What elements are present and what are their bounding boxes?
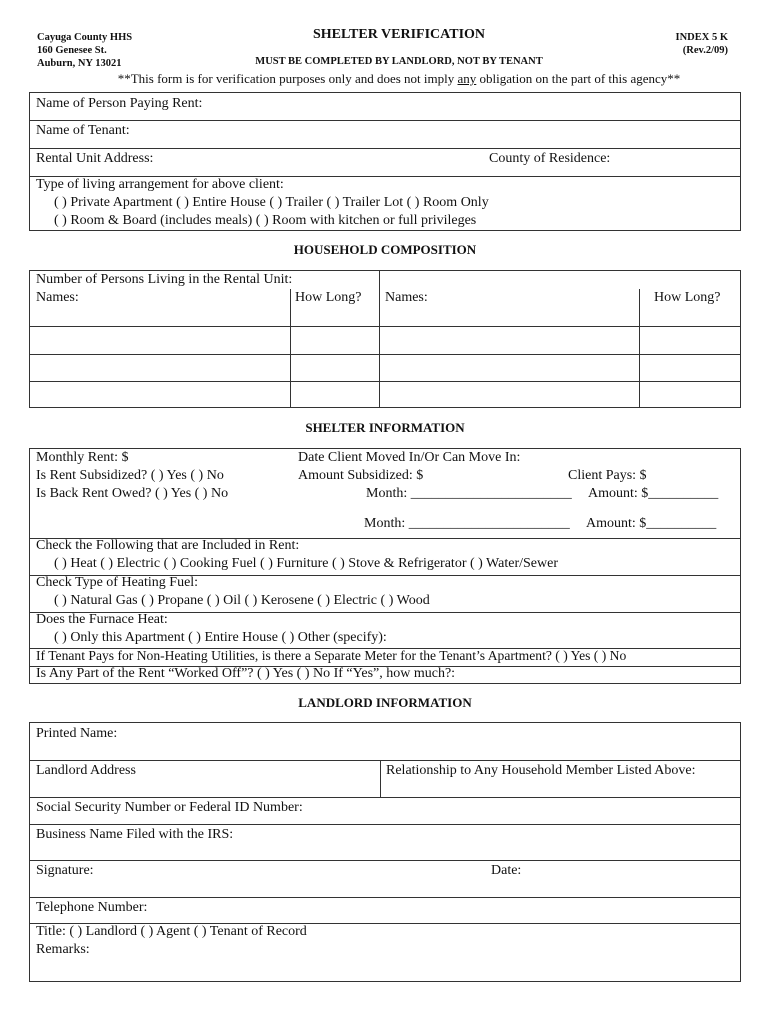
- included-label: Check the Following that are Included in Rent:: [36, 538, 300, 553]
- signature-row[interactable]: [30, 860, 740, 898]
- agency-name: Cayuga County HHS: [37, 32, 133, 43]
- date-moved-label: Date Client Moved In/Or Can Move In:: [298, 450, 521, 465]
- furnace-label: Does the Furnace Heat:: [36, 612, 168, 627]
- landlord-section-title: LANDLORD INFORMATION: [298, 695, 472, 710]
- telephone-row[interactable]: [30, 897, 740, 924]
- relationship-label: Relationship to Any Household Member Listed Above:: [386, 763, 696, 778]
- living-label: Type of living arrangement for above client:: [36, 177, 284, 192]
- furnace-options[interactable]: ( ) Only this Apartment ( ) Entire House ( ) Other (specify):: [54, 630, 387, 645]
- included-options[interactable]: ( ) Heat ( ) Electric ( ) Cooking Fuel ( ) Furniture ( ) Stove & Refrigerator ( ) Water/Sewer: [54, 556, 558, 571]
- business-name-row[interactable]: [30, 824, 740, 861]
- furnace-row[interactable]: [30, 612, 740, 649]
- back-rent-question[interactable]: Is Back Rent Owed? ( ) Yes ( ) No: [36, 486, 229, 501]
- tenant-label: Name of Tenant:: [36, 123, 130, 138]
- county-label: County of Residence:: [489, 151, 611, 166]
- household-row-line: [30, 381, 740, 382]
- shelter-info-box: [29, 448, 741, 684]
- disclaimer-note: [0, 71, 770, 87]
- ssn-row[interactable]: [30, 797, 740, 825]
- back-rent-amount-1[interactable]: Amount: $__________: [588, 486, 719, 501]
- monthly-rent-label: Monthly Rent: $: [36, 450, 129, 465]
- landlord-address-row[interactable]: [30, 760, 740, 798]
- payer-label: Name of Person Paying Rent:: [36, 96, 203, 111]
- agency-city: Auburn, NY 13021: [37, 58, 122, 69]
- note-text-after: obligation on the part of this agency**: [476, 71, 681, 86]
- household-row-line: [30, 326, 740, 327]
- household-section-title: HOUSEHOLD COMPOSITION: [293, 242, 477, 257]
- meter-question[interactable]: If Tenant Pays for Non-Heating Utilities, is there a Separate Meter for the Tenant’s Apartment? ( ) Yes ( ) No: [36, 648, 627, 663]
- note-text-before: **This form is for verification purposes only and does not imply: [117, 71, 458, 86]
- living-options-1[interactable]: ( ) Private Apartment ( ) Entire House ( ) Trailer ( ) Trailer Lot ( ) Room Only: [54, 195, 489, 210]
- address-divider: [380, 760, 381, 797]
- remarks-label: Remarks:: [36, 942, 90, 957]
- how-long-header-left: How Long?: [295, 290, 362, 305]
- how-long-header-right: How Long?: [654, 290, 721, 305]
- form-title: SHELTER VERIFICATION: [312, 27, 486, 42]
- business-name-label: Business Name Filed with the IRS:: [36, 827, 234, 842]
- address-row[interactable]: [30, 148, 740, 177]
- form-subtitle: MUST BE COMPLETED BY LANDLORD, NOT BY TENANT: [255, 56, 543, 67]
- back-rent-amount-2[interactable]: Amount: $__________: [586, 516, 717, 531]
- client-pays-label: Client Pays: $: [568, 468, 647, 483]
- rent-block[interactable]: [30, 449, 740, 539]
- heating-fuel-row[interactable]: [30, 575, 740, 613]
- form-index: [675, 31, 728, 57]
- subsidized-question[interactable]: Is Rent Subsidized? ( ) Yes ( ) No: [36, 468, 224, 483]
- how-long-divider-right: [639, 289, 640, 407]
- persons-count-label: Number of Persons Living in the Rental Unit:: [36, 272, 293, 287]
- back-rent-month-1[interactable]: Month: _______________________: [366, 486, 572, 501]
- names-header-right: Names:: [385, 290, 428, 305]
- worked-off-question[interactable]: Is Any Part of the Rent “Worked Off”? ( ) Yes ( ) No If “Yes”, how much?:: [36, 666, 456, 681]
- signature-label: Signature:: [36, 863, 94, 878]
- names-header-left: Names:: [36, 290, 79, 305]
- tenant-row[interactable]: [30, 120, 740, 149]
- landlord-address-label: Landlord Address: [36, 763, 136, 778]
- printed-name-row[interactable]: [30, 723, 740, 761]
- meter-row[interactable]: [30, 648, 740, 667]
- payer-row[interactable]: [30, 93, 740, 121]
- heating-options[interactable]: ( ) Natural Gas ( ) Propane ( ) Oil ( ) Kerosene ( ) Electric ( ) Wood: [54, 593, 430, 608]
- back-rent-month-2[interactable]: Month: _______________________: [364, 516, 570, 531]
- landlord-info-box: [29, 722, 741, 982]
- date-label: Date:: [491, 863, 522, 878]
- living-arrangement-row[interactable]: [30, 176, 740, 232]
- included-in-rent-row[interactable]: [30, 538, 740, 576]
- telephone-label: Telephone Number:: [36, 900, 148, 915]
- printed-name-label: Printed Name:: [36, 726, 118, 741]
- index-code: INDEX 5 K: [675, 32, 728, 43]
- household-row-line: [30, 354, 740, 355]
- title-remarks-row[interactable]: [30, 923, 740, 983]
- agency-street: 160 Genesee St.: [37, 45, 107, 56]
- household-table: [29, 270, 741, 408]
- title-options[interactable]: Title: ( ) Landlord ( ) Agent ( ) Tenant of Record: [36, 924, 307, 939]
- living-options-2[interactable]: ( ) Room & Board (includes meals) ( ) Room with kitchen or full privileges: [54, 213, 477, 228]
- household-divider: [379, 271, 380, 407]
- worked-off-row[interactable]: [30, 666, 740, 685]
- heating-label: Check Type of Heating Fuel:: [36, 575, 199, 590]
- ssn-label: Social Security Number or Federal ID Number:: [36, 800, 303, 815]
- amount-subsidized-label: Amount Subsidized: $: [298, 468, 424, 483]
- how-long-divider-left: [290, 289, 291, 407]
- shelter-section-title: SHELTER INFORMATION: [305, 420, 465, 435]
- address-label: Rental Unit Address:: [36, 151, 154, 166]
- tenant-info-box: [29, 92, 741, 231]
- revision-date: (Rev.2/09): [682, 45, 728, 56]
- note-text-underlined: any: [457, 71, 477, 86]
